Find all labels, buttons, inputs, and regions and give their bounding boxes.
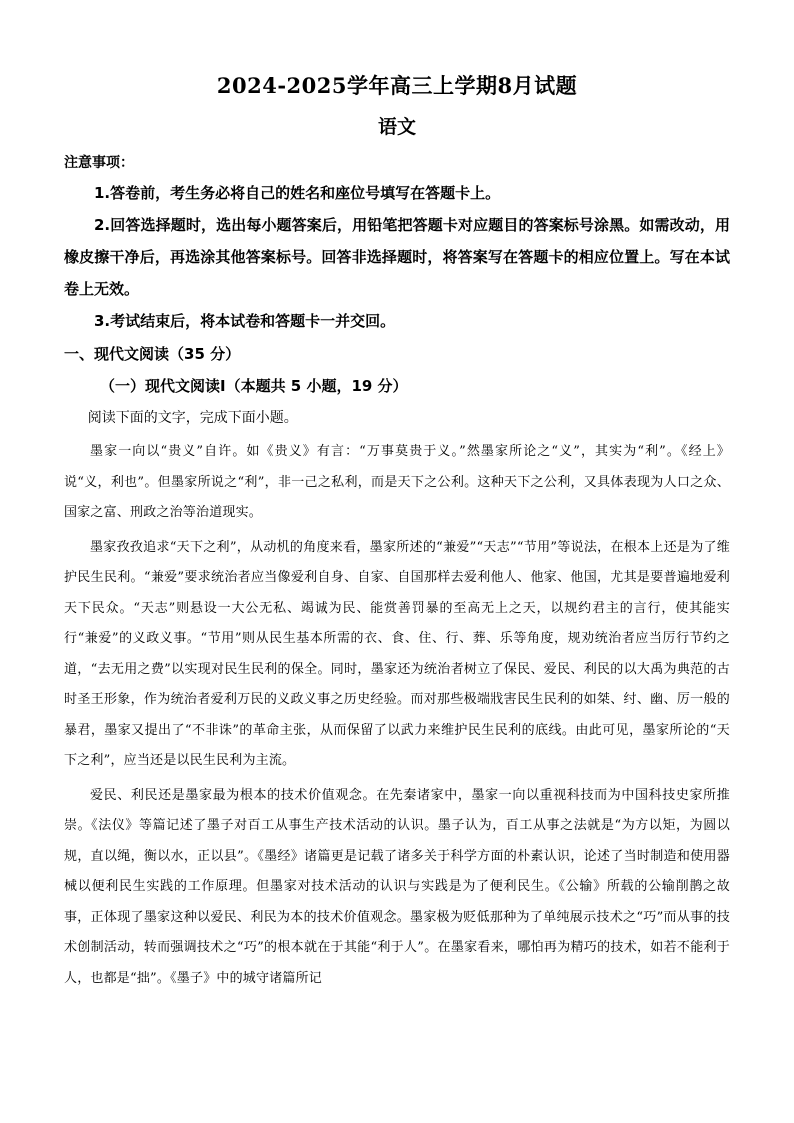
subsection-heading: （一）现代文阅读Ⅰ（本题共 5 小题，19 分） (100, 377, 408, 395)
notice-heading: 注意事项： (64, 155, 134, 171)
reading-instruction: 阅读下面的文字，完成下面小题。 (87, 410, 298, 426)
subject-title: 语文 (377, 116, 416, 138)
passage-paragraph-1: 墨家一向以“贵义”自许。如《贵义》有言：“万事莫贵于义。”然墨家所论之“义”，其实为“利”。《经上》说“义，利也”。但墨家所说之“利”，非一己之私利，而是天下之公利。这种天下之公利，又具体表现为人口之众、国家之富、刑政之治等治道现实。 (64, 444, 730, 520)
section-heading: 一、现代文阅读（35 分） (64, 345, 241, 363)
notice-item-3: 3.考试结束后，将本试卷和答题卡一并交回。 (94, 312, 396, 330)
passage-paragraph-2: 墨家孜孜追求“天下之利”，从动机的角度来看，墨家所述的“兼爱”“天志”“节用”等说法，在根本上还是为了维护民生民利。“兼爱”要求统治者应当像爱利自身、自家、自国那样去爱利他人、他家、他国，尤其是要普遍地爱利天下民众。“天志”则悬设一大公无私、竭诚为民、能赏善罚暴的至高无上之天，以规约君主的言行，使其能实行“兼爱”的义政义事。“节用”则从民生基本所需的衣、食、住、行、葬、乐等角度，规劝统治者应当厉行节约之道，“去无用之费”以实现对民生民利的保全。同时，墨家还为统治者树立了保民、爱民、利民的以大禹为典范的古时圣王形象，作为统治者爱利万民的义政义事之历史经验。而对那些极端戕害民生民利的如桀、纣、幽、厉一般的暴君，墨家又提出了“不非诛”的革命主张，从而保留了以武力来维护民生民利的底线。由此可见，墨家所论的“天下之利”，应当还是以民生民利为主流。 (64, 539, 730, 768)
notice-item-1: 1.答卷前，考生务必将自己的姓名和座位号填写在答题卡上。 (94, 184, 501, 202)
passage-paragraph-3: 爱民、利民还是墨家最为根本的技术价值观念。在先秦诸家中，墨家一向以重视科技而为中国科技史家所推崇。《法仪》等篇记述了墨子对百工从事生产技术活动的认识。墨子认为，百工从事之法就是“为方以矩，为圆以规，直以绳，衡以水，正以县”。《墨经》诸篇更是记载了诸多关于科学方面的朴素认识，论述了当时制造和使用器械以便利民生实践的工作原理。但墨家对技术活动的认识与实践是为了便利民生。《公输》所载的公输削鹊之故事，正体现了墨家这种以爱民、利民为本的技术价值观念。墨家极为贬低那种为了单纯展示技术之“巧”而从事的技术创制活动，转而强调技术之“巧”的根本就在于其能“利于人”。在墨家看来，哪怕再为精巧的技术，如若不能利于人，也都是“拙”。《墨子》中的城守诸篇所记 (64, 787, 730, 986)
notice-item-2: 2.回答选择题时，选出每小题答案后，用铅笔把答题卡对应题目的答案标号涂黑。如需改动，用橡皮擦干净后，再选涂其他答案标号。回答非选择题时，将答案写在答题卡的相应位置上。写在本试卷上无效。 (64, 216, 730, 298)
exam-title: 2024-2025学年高三上学期8月试题 (216, 73, 578, 98)
